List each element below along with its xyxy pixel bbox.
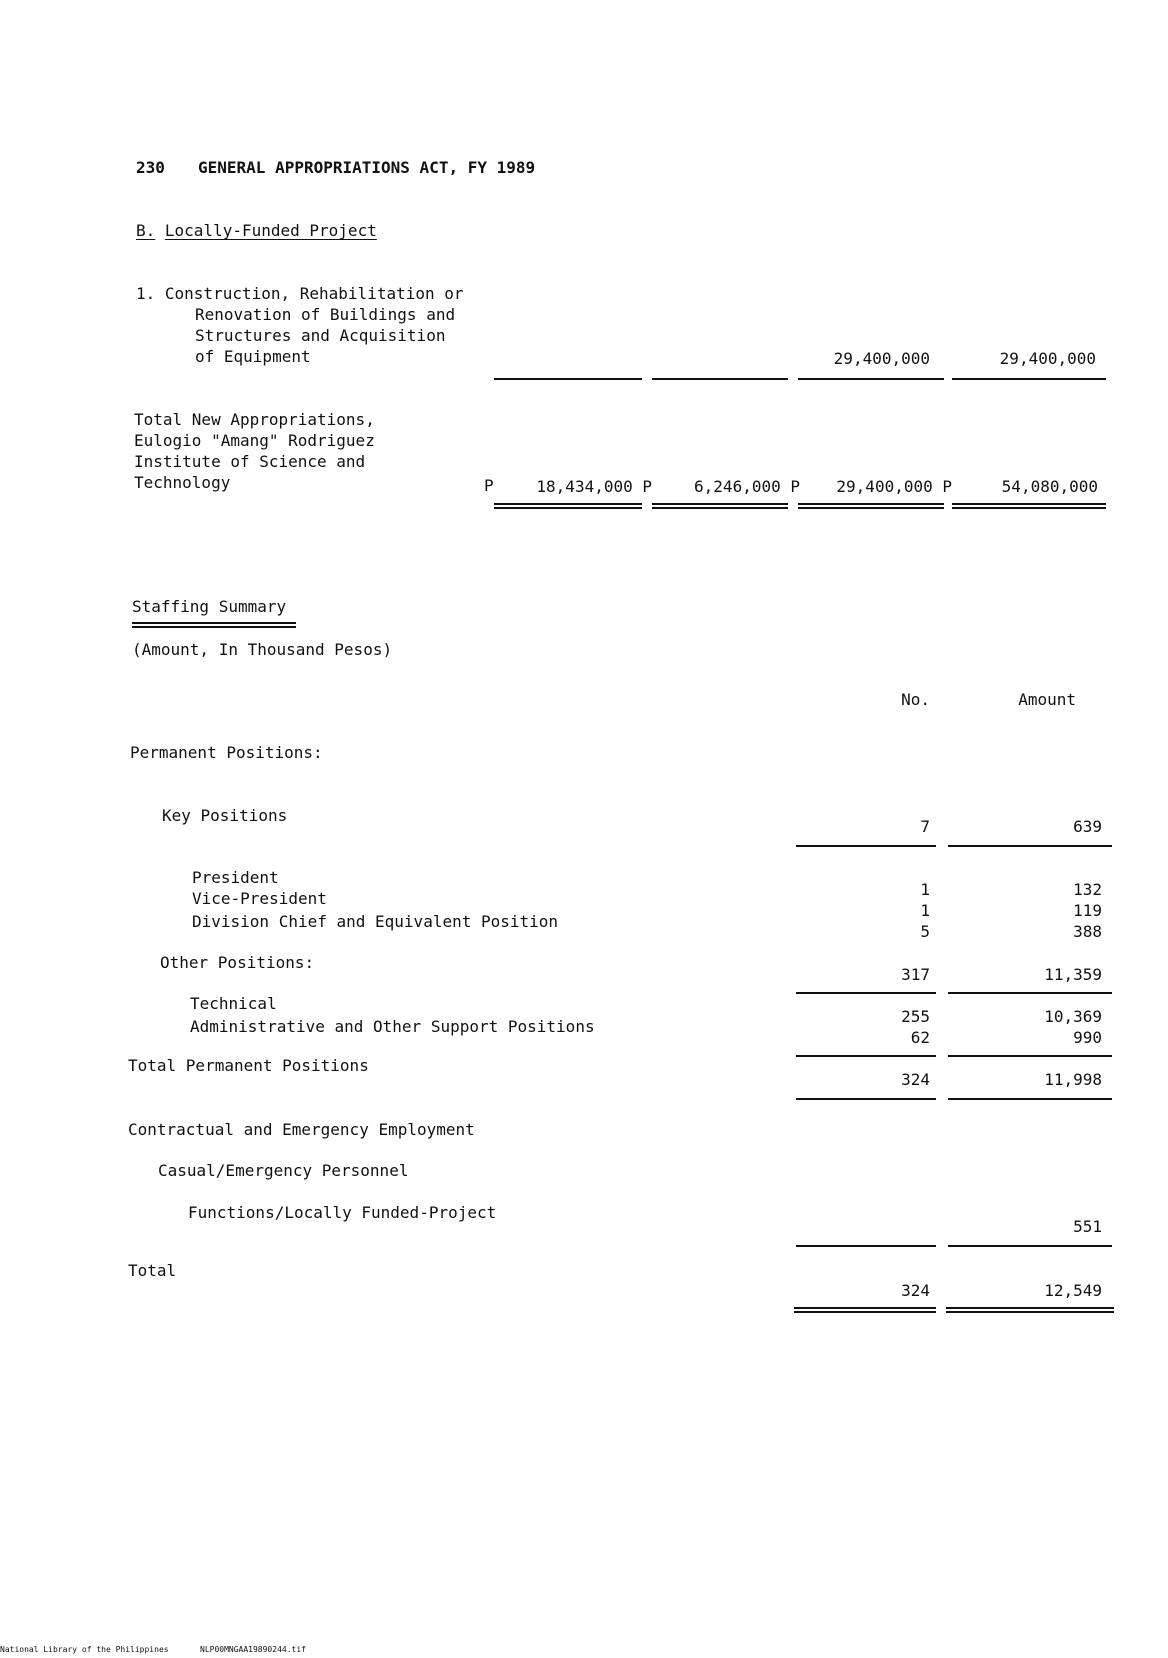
- total-col1-value: 18,434,000 P: [536, 477, 652, 496]
- rule: [948, 1245, 1112, 1247]
- footer-right: NLP00MNGAA19890244.tif: [200, 1645, 306, 1654]
- double-rule: [798, 503, 944, 509]
- key-positions-label: Key Positions: [162, 806, 288, 825]
- total-no: 324: [901, 1281, 930, 1300]
- key-positions-amount: 639: [1073, 817, 1102, 836]
- item-col3-value: 29,400,000: [833, 349, 930, 368]
- double-rule: [952, 503, 1106, 509]
- item-line-2: Renovation of Buildings and: [195, 305, 456, 324]
- rule: [494, 378, 642, 380]
- total-line-1: Total New Appropriations,: [134, 410, 375, 429]
- total-line-2: Eulogio "Amang" Rodriguez: [134, 431, 375, 450]
- total-line-4: Technology: [134, 473, 231, 492]
- other-item-label: Administrative and Other Support Positions: [190, 1017, 595, 1036]
- other-item-label: Technical: [190, 994, 277, 1013]
- key-item-no: 5: [920, 922, 930, 941]
- total-col3-value: 29,400,000 P: [836, 477, 952, 496]
- other-positions-label: Other Positions:: [160, 953, 315, 972]
- staffing-title: Staffing Summary: [132, 597, 287, 616]
- rule: [948, 1098, 1112, 1100]
- rule: [948, 845, 1112, 847]
- key-item-amount: 388: [1073, 922, 1102, 941]
- rule: [952, 378, 1106, 380]
- rule: [796, 1098, 936, 1100]
- casual-label: Casual/Emergency Personnel: [158, 1161, 409, 1180]
- key-item-amount: 132: [1073, 880, 1102, 899]
- col-header-no: No.: [901, 690, 930, 709]
- col-header-amount: Amount: [1018, 690, 1076, 709]
- rule: [948, 992, 1112, 994]
- other-item-no: 62: [910, 1028, 930, 1047]
- rule: [796, 845, 936, 847]
- functions-amount: 551: [1073, 1217, 1102, 1236]
- double-rule: [494, 503, 642, 509]
- rule: [796, 992, 936, 994]
- section-prefix: B.: [136, 221, 156, 240]
- contractual-label: Contractual and Emergency Employment: [128, 1120, 475, 1139]
- double-rule: [132, 622, 296, 628]
- total-col2-value: 6,246,000 P: [694, 477, 800, 496]
- total-label: Total: [128, 1261, 177, 1280]
- key-item-no: 1: [920, 901, 930, 920]
- item-line-4: of Equipment: [195, 347, 311, 366]
- other-item-amount: 990: [1073, 1028, 1102, 1047]
- other-item-no: 255: [901, 1007, 930, 1026]
- total-line-3: Institute of Science and: [134, 452, 366, 471]
- total-permanent-label: Total Permanent Positions: [128, 1056, 369, 1075]
- rule: [796, 1245, 936, 1247]
- item-line-1: 1. Construction, Rehabilitation or: [136, 284, 464, 303]
- double-rule: [652, 503, 788, 509]
- other-positions-amount: 11,359: [1044, 965, 1102, 984]
- key-item-amount: 119: [1073, 901, 1102, 920]
- footer-left: National Library of the Philippines: [0, 1645, 169, 1654]
- total-permanent-no: 324: [901, 1070, 930, 1089]
- total-col4-value: 54,080,000: [1001, 477, 1098, 496]
- page-number: 230: [136, 158, 165, 177]
- key-item-label: President: [192, 868, 279, 887]
- functions-label: Functions/Locally Funded-Project: [188, 1203, 497, 1222]
- section-title: Locally-Funded Project: [164, 221, 377, 240]
- key-item-label: Vice-President: [192, 889, 327, 908]
- rule: [798, 378, 944, 380]
- item-col4-value: 29,400,000: [999, 349, 1096, 368]
- total-permanent-amount: 11,998: [1044, 1070, 1102, 1089]
- permanent-label: Permanent Positions:: [130, 743, 323, 762]
- item-line-3: Structures and Acquisition: [195, 326, 446, 345]
- other-item-amount: 10,369: [1044, 1007, 1102, 1026]
- total-amount: 12,549: [1044, 1281, 1102, 1300]
- rule: [796, 1055, 936, 1057]
- key-item-label: Division Chief and Equivalent Position: [192, 912, 559, 931]
- key-item-no: 1: [920, 880, 930, 899]
- currency-symbol: P: [484, 476, 494, 495]
- section-heading: [136, 221, 377, 240]
- rule: [652, 378, 788, 380]
- staffing-subtitle: (Amount, In Thousand Pesos): [132, 640, 393, 659]
- double-rule: [946, 1307, 1114, 1313]
- key-positions-no: 7: [920, 817, 930, 836]
- double-rule: [794, 1307, 936, 1313]
- page-title: GENERAL APPROPRIATIONS ACT, FY 1989: [198, 158, 536, 177]
- other-positions-no: 317: [901, 965, 930, 984]
- rule: [948, 1055, 1112, 1057]
